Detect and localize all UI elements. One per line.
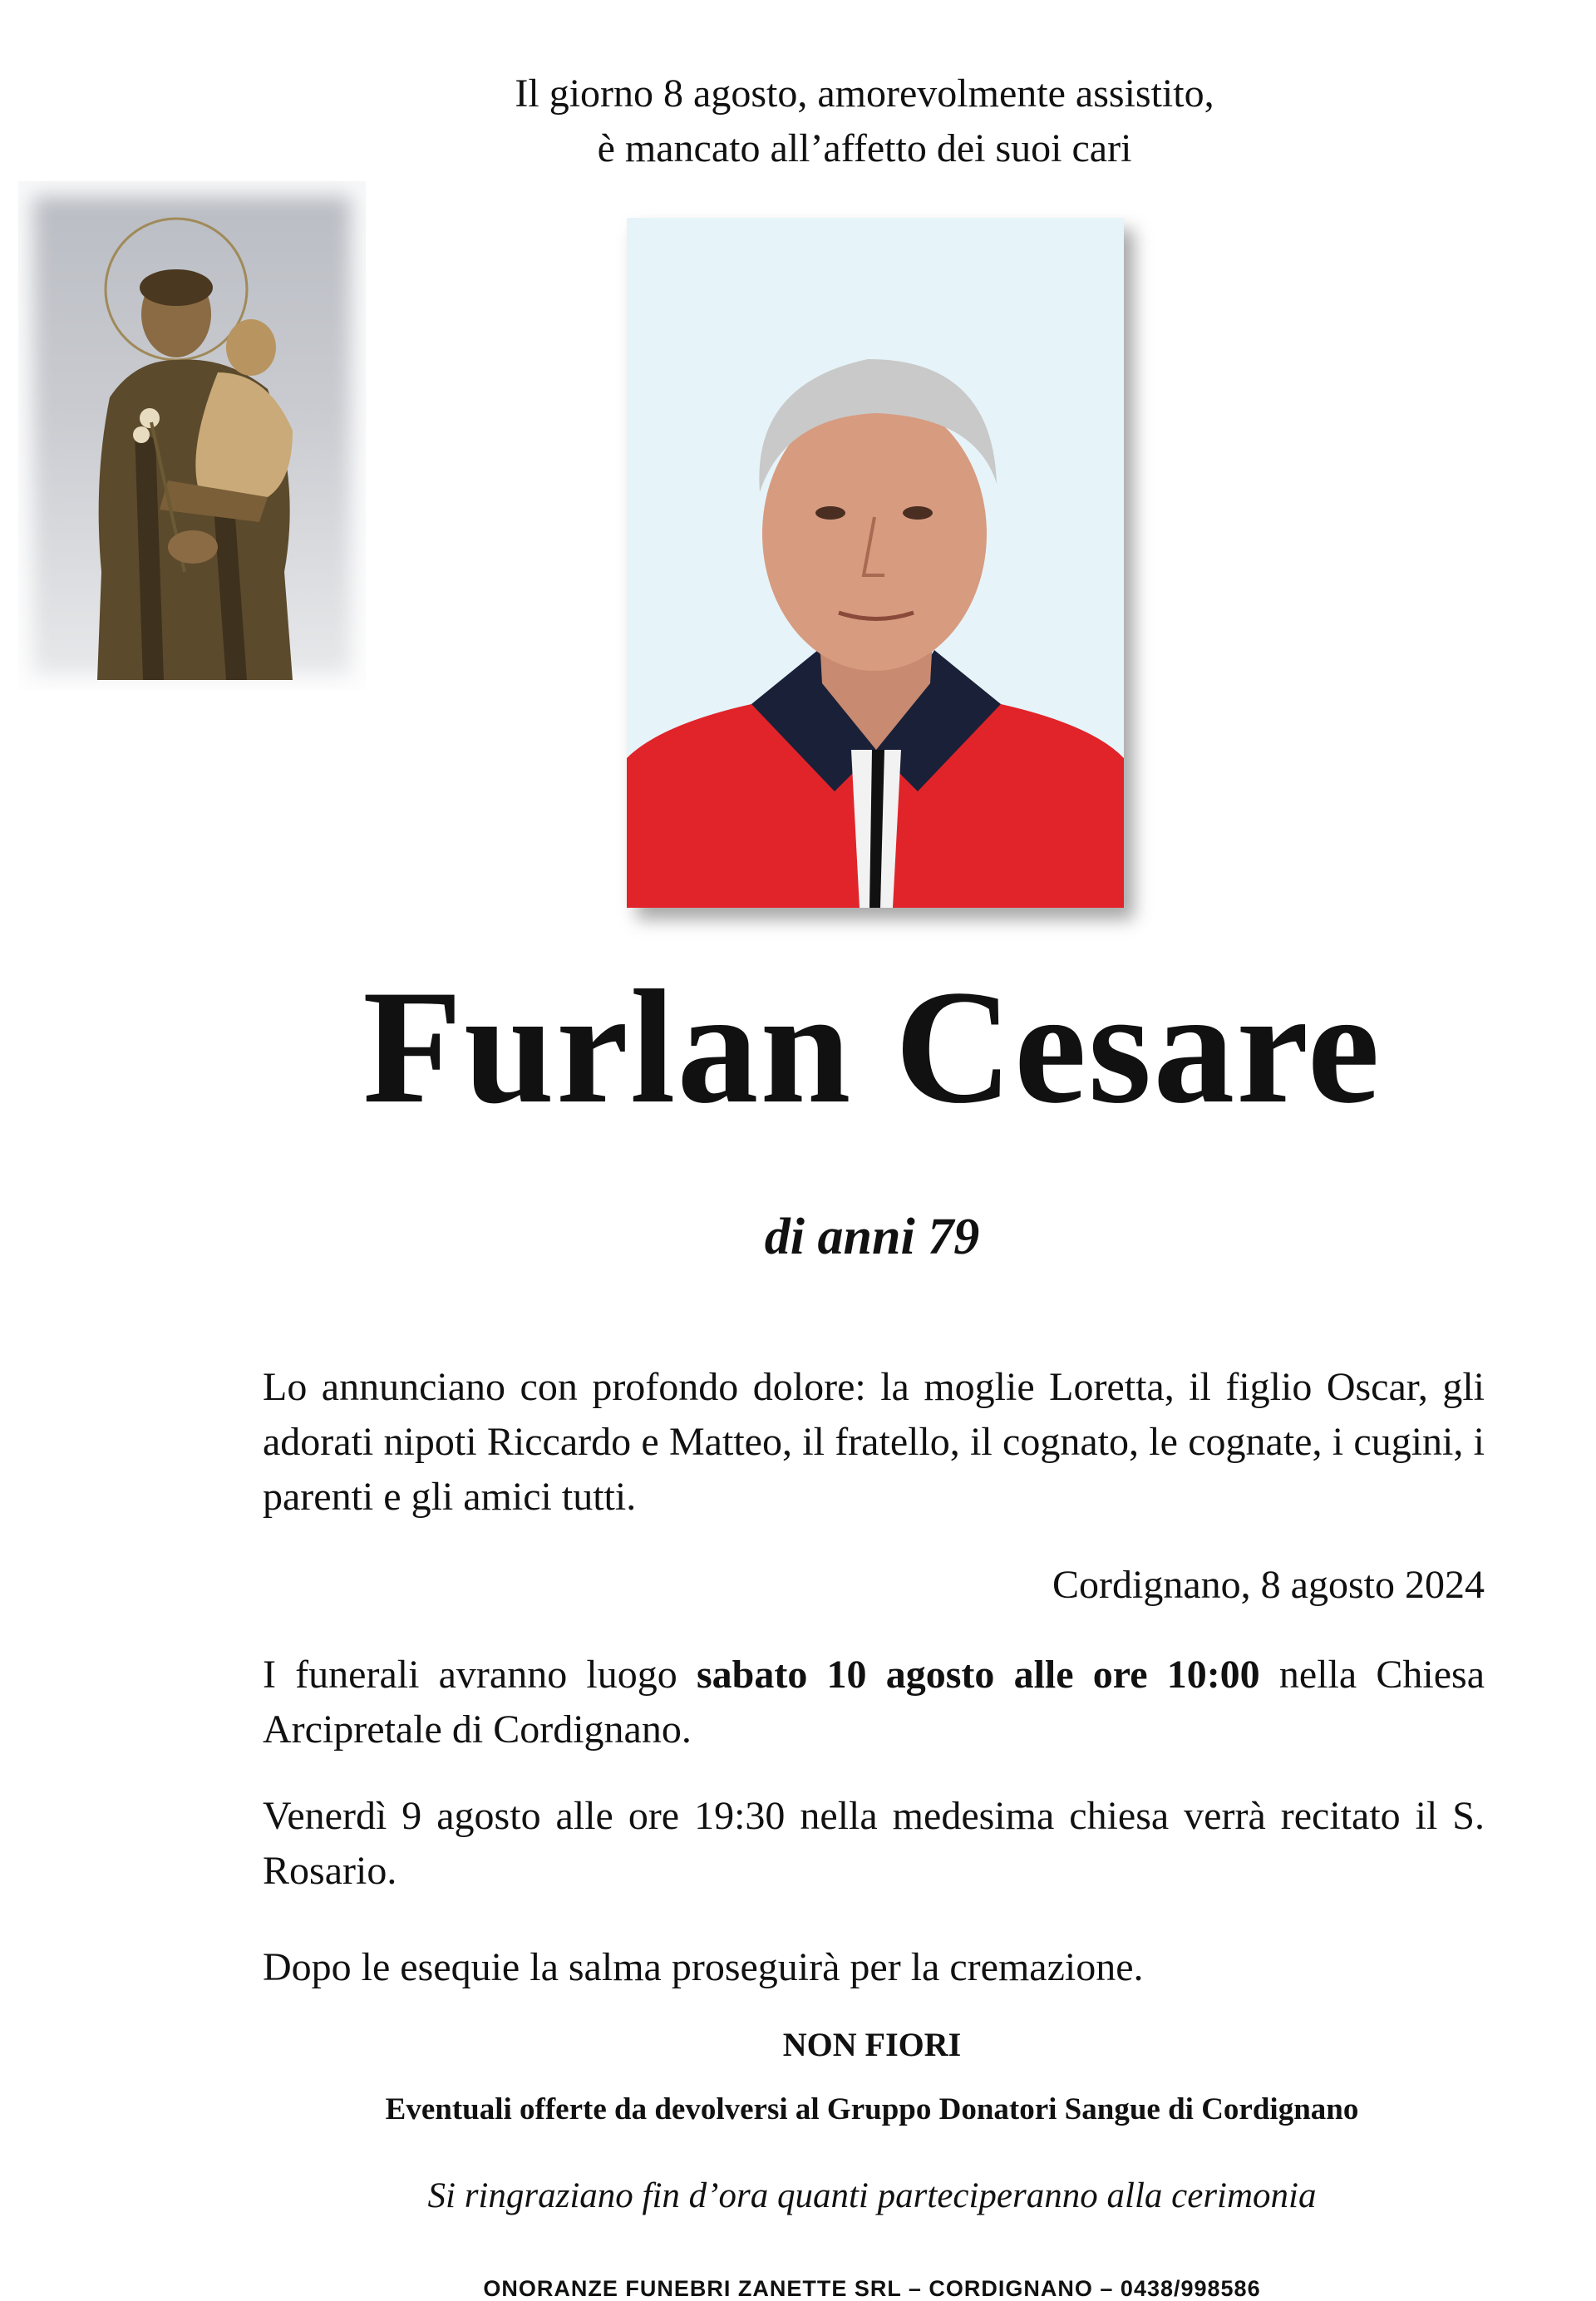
funeral-text-before: I funerali avranno luogo (263, 1653, 697, 1697)
portrait-photo (627, 218, 1124, 908)
intro-text (0, 67, 1596, 176)
rosary-text: Venerdì 9 agosto alle ore 19:30 nella medesima chiesa verrà recitato il S. Rosario. (263, 1794, 1485, 1893)
place-date: Cordignano, 8 agosto 2024 (1052, 1563, 1485, 1607)
announcement-text: Lo annunciano con profondo dolore: la moglie Loretta, il figlio Oscar, gli adorati nipoti Riccardo e Matteo, il fratello, il cognato, le cognate, i cugini, i parenti e gli amici tutti. (263, 1365, 1485, 1519)
cremation-text: Dopo le esequie la salma proseguirà per la cremazione. (263, 1945, 1144, 1989)
thanks-text: Si ringraziano fin d’ora quanti parteciperanno alla cerimonia (427, 2176, 1317, 2215)
funeral-home-footer: ONORANZE FUNEBRI ZANETTE SRL – CORDIGNANO – 0438/998586 (483, 2276, 1261, 2301)
saint-statue-image (18, 181, 366, 690)
intro-line-1: Il giorno 8 agosto, amorevolmente assistito, (515, 71, 1214, 116)
funeral-date-time: sabato 10 agosto alle ore 10:00 (696, 1653, 1260, 1697)
funeral-text-after: nella Chiesa Arcipretale di Cordignano. (263, 1653, 1485, 1752)
deceased-name: Furlan Cesare (362, 957, 1382, 1137)
non-fiori-notice: NON FIORI (782, 2026, 962, 2063)
deceased-age: di anni 79 (764, 1209, 980, 1265)
donations-notice: Eventuali offerte da devolversi al Gruppo Donatori Sangue di Cordignano (385, 2092, 1359, 2126)
intro-line-2: è mancato all’affetto dei suoi cari (597, 126, 1132, 170)
funeral-text (263, 1648, 1485, 1757)
